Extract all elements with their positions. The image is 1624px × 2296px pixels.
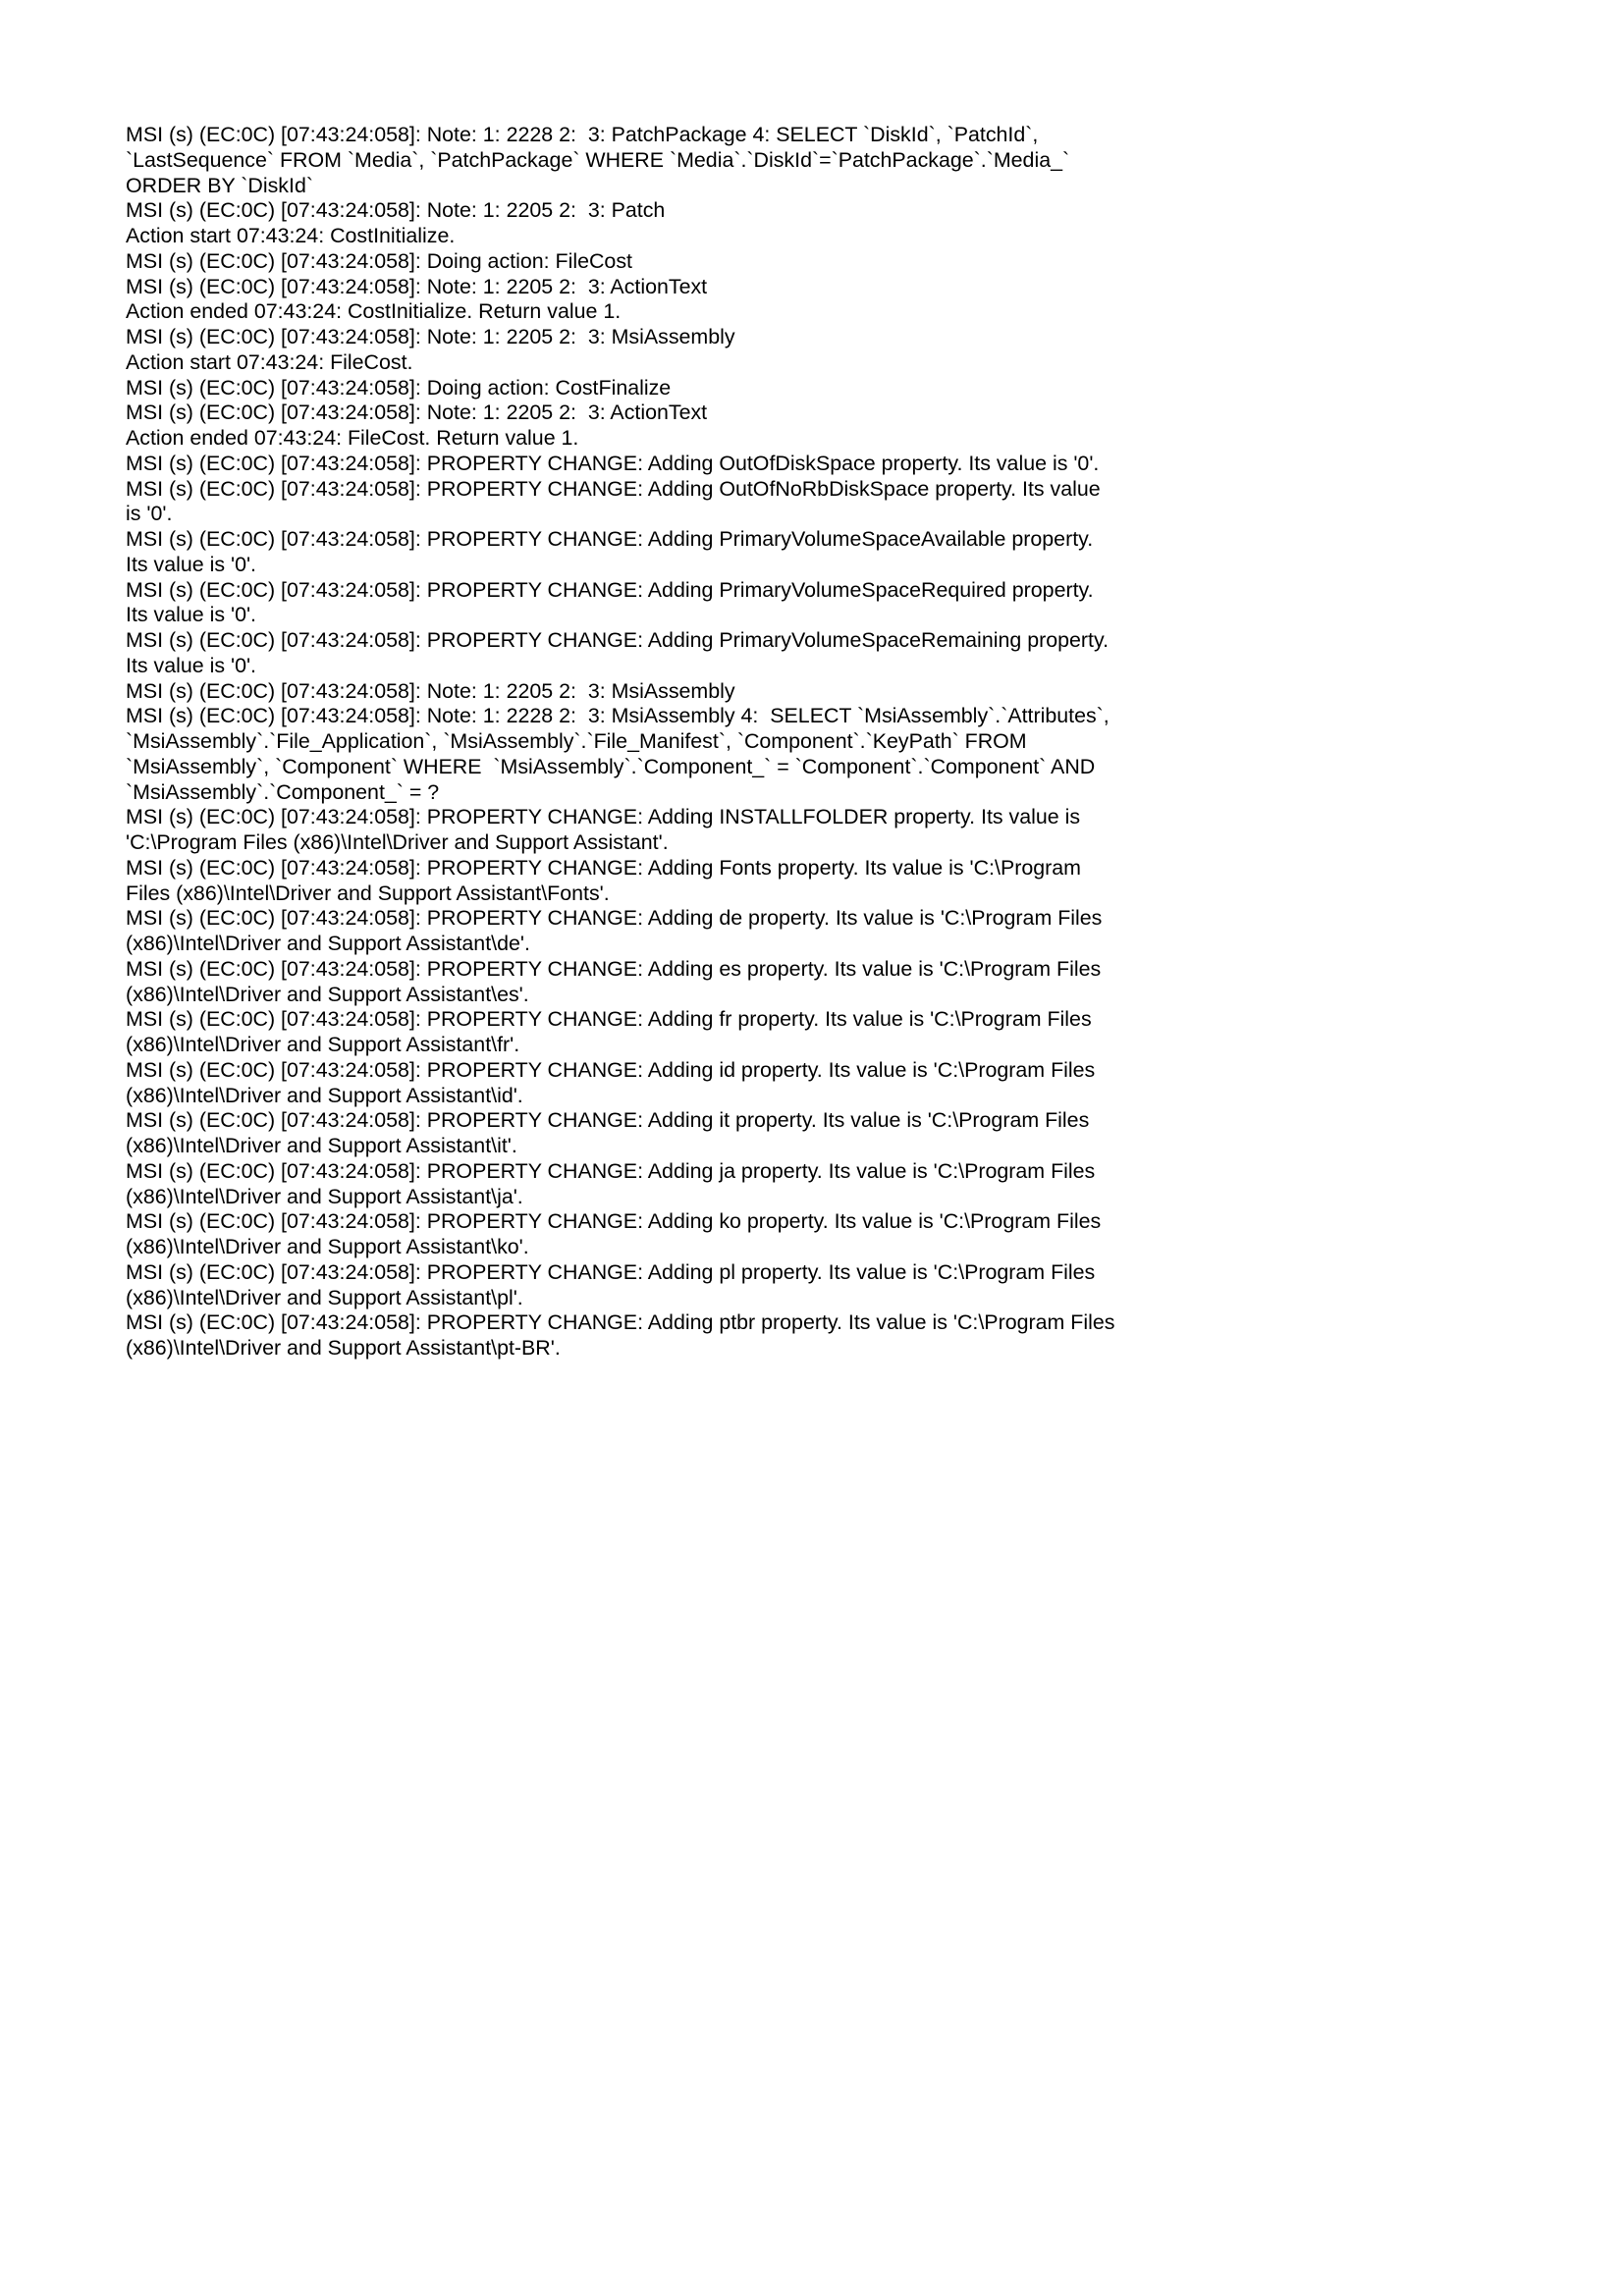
log-line: MSI (s) (EC:0C) [07:43:24:058]: Note: 1: 2205 2: 3: Patch [126,198,672,223]
log-line: MSI (s) (EC:0C) [07:43:24:058]: Note: 1: 2228 2: 3: MsiAssembly 4: SELECT `MsiAssembly`.`Attributes`, `MsiAssembly`.`File_Application`, `MsiAssembly`.`File_Manifest`, `Component`.`KeyPath` FROM `MsiAssembly`, `Component` WHERE `MsiAssembly`.`Component_` = `Component`.`Component` AND `MsiAssembly`.`Component_` = ? [126,704,1115,804]
log-line: MSI (s) (EC:0C) [07:43:24:058]: PROPERTY CHANGE: Adding es property. Its value is 'C:\Program Files (x86)\Intel\Driver and Support Assistant\es'. [126,956,1108,1006]
log-line: MSI (s) (EC:0C) [07:43:24:058]: PROPERTY CHANGE: Adding PrimaryVolumeSpaceRequired property. Its value is '0'. [126,577,1100,627]
log-line: MSI (s) (EC:0C) [07:43:24:058]: PROPERTY CHANGE: Adding pl property. Its value is 'C:\Program Files (x86)\Intel\Driver and Support Assistant\pl'. [126,1259,1102,1309]
log-line: Action start 07:43:24: FileCost. [126,349,413,374]
log-line: MSI (s) (EC:0C) [07:43:24:058]: PROPERTY CHANGE: Adding id property. Its value is 'C:\Program Files (x86)\Intel\Driver and Support Assistant\id'. [126,1057,1102,1107]
log-line: Action ended 07:43:24: FileCost. Return value 1. [126,426,579,450]
log-line: MSI (s) (EC:0C) [07:43:24:058]: Note: 1: 2205 2: 3: ActionText [126,274,714,298]
log-line: MSI (s) (EC:0C) [07:43:24:058]: PROPERTY CHANGE: Adding fr property. Its value is 'C:\Program Files (x86)\Intel\Driver and Support Assistant\fr'. [126,1007,1098,1056]
log-line: MSI (s) (EC:0C) [07:43:24:058]: PROPERTY CHANGE: Adding OutOfDiskSpace property. Its value is '0'. [126,451,1100,475]
log-line: MSI (s) (EC:0C) [07:43:24:058]: PROPERTY CHANGE: Adding ko property. Its value is 'C:\Program Files (x86)\Intel\Driver and Support Assistant\ko'. [126,1209,1108,1258]
log-line: MSI (s) (EC:0C) [07:43:24:058]: Doing action: CostFinalize [126,375,672,400]
log-line: MSI (s) (EC:0C) [07:43:24:058]: PROPERTY CHANGE: Adding OutOfNoRbDiskSpace property. Its value is '0'. [126,476,1107,526]
log-line: MSI (s) (EC:0C) [07:43:24:058]: PROPERTY CHANGE: Adding it property. Its value is 'C:\Program Files (x86)\Intel\Driver and Support Assistant\it'. [126,1108,1096,1157]
log-line: MSI (s) (EC:0C) [07:43:24:058]: Note: 1: 2205 2: 3: MsiAssembly [126,678,741,703]
log-text-block[interactable] [126,123,1121,1362]
log-line: MSI (s) (EC:0C) [07:43:24:058]: Note: 1: 2205 2: 3: MsiAssembly [126,325,741,348]
log-line: Action start 07:43:24: CostInitialize. [126,224,456,247]
log-line: MSI (s) (EC:0C) [07:43:24:058]: PROPERTY CHANGE: Adding ja property. Its value is 'C:\Program Files (x86)\Intel\Driver and Support Assistant\ja'. [126,1158,1102,1208]
log-line: MSI (s) (EC:0C) [07:43:24:058]: PROPERTY CHANGE: Adding PrimaryVolumeSpaceAvailable property. Its value is '0'. [126,527,1100,576]
log-line: MSI (s) (EC:0C) [07:43:24:058]: Doing action: FileCost [126,248,632,273]
log-line: MSI (s) (EC:0C) [07:43:24:058]: PROPERTY CHANGE: Adding ptbr property. Its value is 'C:\Program Files (x86)\Intel\Driver and Support Assistant\pt-BR'. [126,1310,1121,1360]
log-line: MSI (s) (EC:0C) [07:43:24:058]: PROPERTY CHANGE: Adding INSTALLFOLDER property. Its value is 'C:\Program Files (x86)\Intel\Driver and Support Assistant'. [126,805,1087,854]
log-line: MSI (s) (EC:0C) [07:43:24:058]: Note: 1: 2205 2: 3: ActionText [126,400,714,425]
log-line: MSI (s) (EC:0C) [07:43:24:058]: Note: 1: 2228 2: 3: PatchPackage 4: SELECT `DiskId`, `PatchId`, `LastSequence` FROM `Media`, `PatchPackage` WHERE `Media`.`DiskId`=`PatchPackage`.`Media_` ORDER BY `DiskId` [126,123,1076,197]
log-line: Action ended 07:43:24: CostInitialize. Return value 1. [126,299,622,324]
log-line: MSI (s) (EC:0C) [07:43:24:058]: PROPERTY CHANGE: Adding PrimaryVolumeSpaceRemaining property. Its value is '0'. [126,628,1114,677]
log-line: MSI (s) (EC:0C) [07:43:24:058]: PROPERTY CHANGE: Adding de property. Its value is 'C:\Program Files (x86)\Intel\Driver and Support Assistant\de'. [126,906,1109,955]
log-line: MSI (s) (EC:0C) [07:43:24:058]: PROPERTY CHANGE: Adding Fonts property. Its value is 'C:\Program Files (x86)\Intel\Driver and Support Assistant\Fonts'. [126,855,1087,905]
